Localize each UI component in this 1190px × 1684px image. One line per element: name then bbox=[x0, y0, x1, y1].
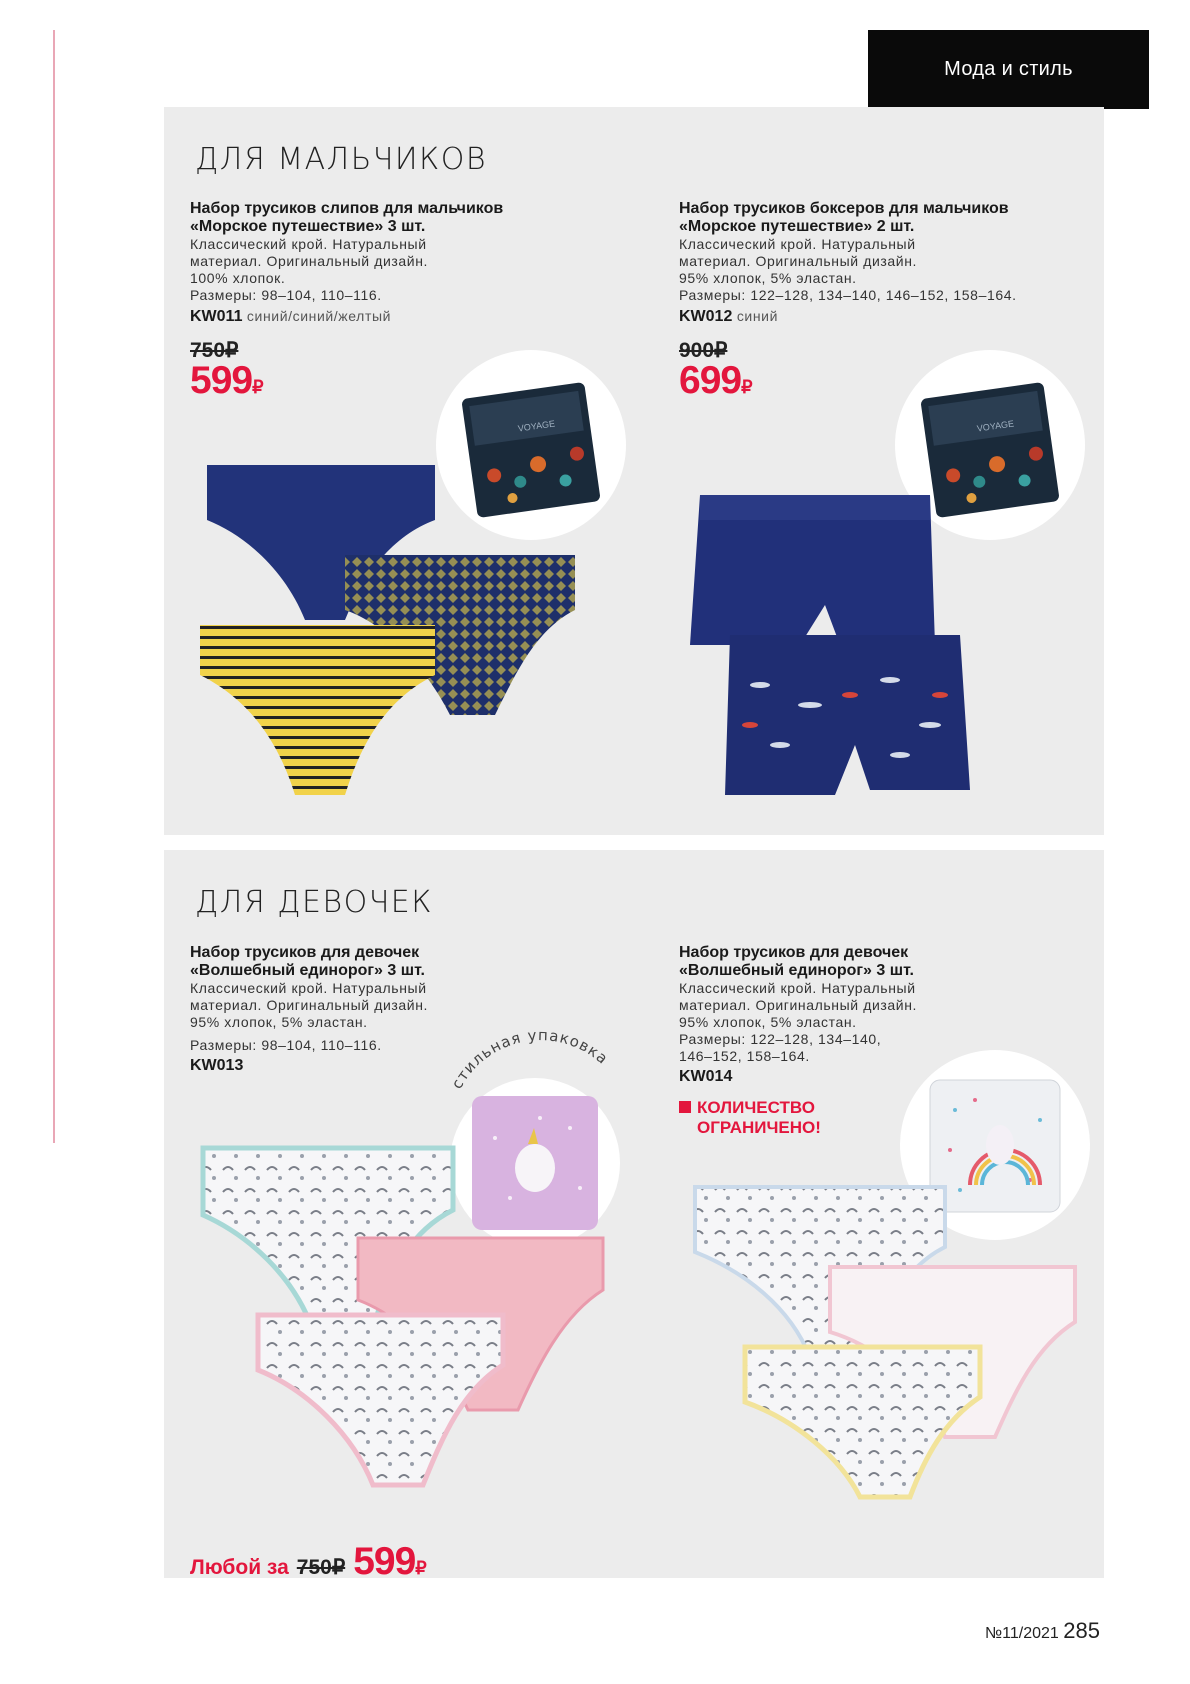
product-name: Набор трусиков для девочек «Волшебный единорог» 3 шт. bbox=[679, 944, 914, 979]
new-price: 699₽ bbox=[679, 359, 753, 402]
product-color: синий bbox=[736, 308, 779, 324]
product-name: Набор трусиков слипов для мальчиков «Морское путешествие» 3 шт. bbox=[190, 200, 504, 235]
limited-quantity-badge: КОЛИЧЕСТВО ОГРАНИЧЕНО! bbox=[679, 1098, 1099, 1138]
any-for-label: Любой за bbox=[190, 1556, 289, 1579]
product-name: Набор трусиков для девочек «Волшебный единорог» 3 шт. bbox=[190, 944, 425, 979]
product-description: Классический крой. Натуральный материал. Оригинальный дизайн. 95% хлопок, 5% эластан. Размеры: 98–104, 110–116. bbox=[190, 980, 429, 1053]
section-tab: Мода и стиль bbox=[868, 30, 1149, 109]
product-code: KW014 bbox=[679, 1068, 733, 1085]
product-code-line bbox=[679, 308, 1099, 326]
product-code: KW012 bbox=[679, 308, 733, 325]
new-price: 599₽ bbox=[190, 359, 264, 402]
girls-briefs-right-image bbox=[690, 1182, 1080, 1502]
girls-briefs-left-image bbox=[198, 1140, 608, 1490]
svg-text:VOYAGE: VOYAGE bbox=[517, 418, 556, 434]
boys-section-title: ДЛЯ МАЛЬЧИКОВ bbox=[195, 142, 487, 177]
square-bullet-icon bbox=[679, 1101, 691, 1113]
issue-number: №11/2021 bbox=[985, 1625, 1059, 1642]
product-description: Классический крой. Натуральный материал. Оригинальный дизайн. 95% хлопок, 5% эластан. Размеры: 122–128, 134–140, 146–152, 158–164. bbox=[679, 236, 1017, 303]
old-price: 900₽ bbox=[679, 339, 728, 362]
new-price: 599₽ bbox=[353, 1540, 427, 1583]
page-footer bbox=[985, 1618, 1100, 1644]
product-color: синий/синий/желтый bbox=[246, 308, 392, 324]
product-code-line bbox=[190, 308, 610, 326]
product-code: KW011 bbox=[190, 308, 243, 325]
left-margin-rule bbox=[53, 30, 55, 1143]
girls-price-line bbox=[190, 1540, 427, 1584]
boys-boxers-image bbox=[690, 495, 980, 825]
svg-text:стильная упаковка: стильная упаковка bbox=[447, 1030, 612, 1092]
page-number: 285 bbox=[1063, 1618, 1100, 1643]
girls-section-title: ДЛЯ ДЕВОЧЕК bbox=[195, 885, 433, 920]
product-code: KW013 bbox=[190, 1057, 244, 1074]
old-price: 750₽ bbox=[296, 1556, 346, 1579]
svg-text:VOYAGE: VOYAGE bbox=[976, 418, 1015, 434]
product-description: Классический крой. Натуральный материал. Оригинальный дизайн. 100% хлопок. Размеры: 98–104, 110–116. bbox=[190, 236, 429, 303]
old-price: 750₽ bbox=[190, 339, 239, 362]
product-description: Классический крой. Натуральный материал. Оригинальный дизайн. 95% хлопок, 5% эластан. Размеры: 122–128, 134–140, 146–152, 158–164. bbox=[679, 980, 918, 1064]
product-name: Набор трусиков боксеров для мальчиков «Морское путешествие» 2 шт. bbox=[679, 200, 1009, 235]
boys-briefs-image bbox=[195, 460, 595, 820]
